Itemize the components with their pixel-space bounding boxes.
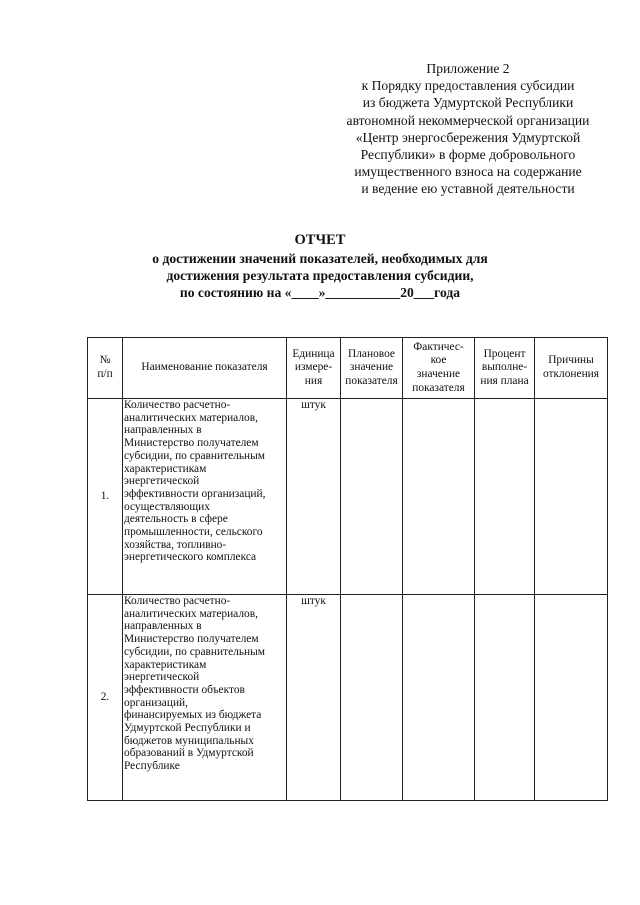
indicators-table bbox=[87, 337, 608, 801]
header-reasons: Причины отклонения bbox=[535, 338, 608, 399]
appendix-line: и ведение ею уставной деятельности bbox=[361, 181, 575, 197]
cell-actual bbox=[403, 399, 475, 595]
appendix-line: имущественного взноса на содержание bbox=[354, 164, 582, 180]
cell-planned bbox=[341, 595, 403, 801]
cell-num: 2. bbox=[88, 595, 123, 801]
header-num: № п/п bbox=[88, 338, 123, 399]
cell-unit: штук bbox=[287, 595, 341, 801]
header-planned: Плановое значение показателя bbox=[341, 338, 403, 399]
appendix-header bbox=[326, 60, 610, 198]
cell-name: Количество расчетно- аналитических материалов, направленных в Министерство получателем субсидии, по сравнительным характеристикам энергетической эффективности объектов организаций, финансируемых из бюджета Удмуртской Республики и бюджетов муниципальных образований в Удмуртской Республике bbox=[123, 595, 287, 801]
report-subtitle-line: достижения результата предоставления субсидии, bbox=[166, 268, 474, 283]
report-title: ОТЧЕТ bbox=[294, 232, 346, 248]
cell-reasons bbox=[535, 595, 608, 801]
appendix-line: Приложение 2 bbox=[426, 61, 510, 76]
report-heading bbox=[120, 232, 520, 301]
table-row bbox=[88, 595, 608, 801]
report-subtitle-line: по состоянию на «____»___________20___года bbox=[179, 285, 461, 300]
header-unit: Единица измере- ния bbox=[287, 338, 341, 399]
cell-num: 1. bbox=[88, 399, 123, 595]
appendix-line: к Порядку предоставления субсидии bbox=[361, 78, 575, 94]
cell-percent bbox=[475, 595, 535, 801]
header-name: Наименование показателя bbox=[123, 338, 287, 399]
header-percent: Процент выполне- ния плана bbox=[475, 338, 535, 399]
cell-percent bbox=[475, 399, 535, 595]
appendix-line: «Центр энергосбережения Удмуртской bbox=[355, 129, 581, 145]
table-header-row bbox=[88, 338, 608, 399]
appendix-line: из бюджета Удмуртской Республики bbox=[362, 95, 574, 111]
table-row bbox=[88, 399, 608, 595]
header-actual: Фактичес- кое значение показателя bbox=[403, 338, 475, 399]
appendix-line: автономной некоммерческой организации bbox=[346, 112, 590, 128]
cell-name: Количество расчетно- аналитических материалов, направленных в Министерство получателем субсидии, по сравнительным характеристикам энергетической эффективности организаций, осуществляющих деятельность в сфере промышленности, сельского хозяйства, топливно- энергетического комплекса bbox=[123, 399, 287, 595]
cell-reasons bbox=[535, 399, 608, 595]
report-subtitle-line: о достижении значений показателей, необходимых для bbox=[152, 251, 488, 266]
cell-planned bbox=[341, 399, 403, 595]
cell-actual bbox=[403, 595, 475, 801]
appendix-line: Республики» в форме добровольного bbox=[360, 147, 576, 163]
cell-unit: штук bbox=[287, 399, 341, 595]
